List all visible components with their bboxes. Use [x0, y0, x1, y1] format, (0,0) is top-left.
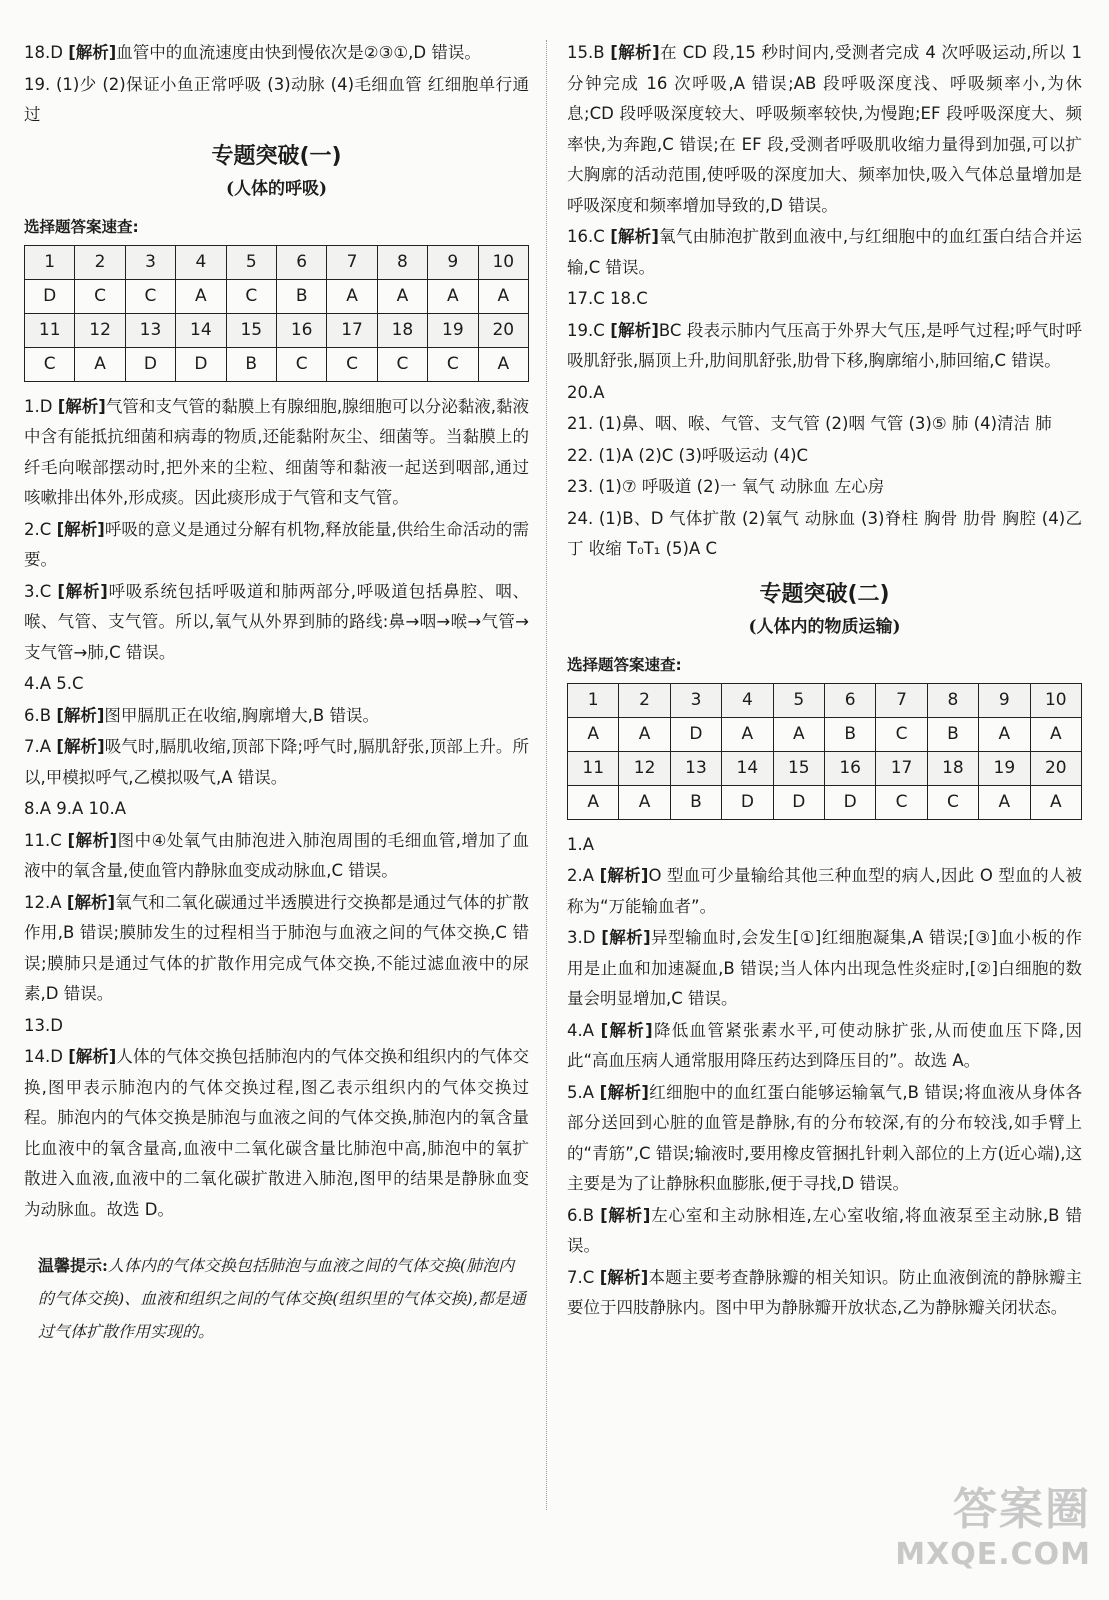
answer-number: 1.A [567, 834, 595, 854]
answer-number: 3.D [567, 928, 596, 947]
answer-number: 6.B [567, 1205, 595, 1225]
answer-cell: C [75, 279, 125, 313]
answer-cell: D [824, 785, 875, 819]
analysis-tag: [解析] [67, 830, 118, 850]
answer-cell: D [722, 785, 773, 819]
answer-item [567, 472, 1082, 503]
answer-number: 11.C [24, 830, 62, 850]
answer-number: 19.C [567, 320, 605, 340]
answer-item [24, 70, 529, 131]
answer-cell: A [428, 279, 478, 313]
analysis-tag: [解析] [600, 1020, 653, 1040]
answer-cell: A [568, 785, 619, 819]
question-number-cell: 4 [722, 683, 773, 717]
answer-item [24, 669, 529, 700]
answer-text: 左心室和主动脉相连,左心室收缩,将血液泵至主动脉,B 错误。 [567, 1205, 1082, 1255]
answer-number: 7.A [24, 737, 52, 756]
question-number-cell: 3 [125, 245, 175, 279]
answer-item [24, 701, 529, 732]
answer-item [24, 1042, 529, 1225]
answer-text: 图甲膈肌正在收缩,胸廓增大,B 错误。 [104, 705, 379, 725]
right-top-answers [567, 38, 1082, 565]
answer-text: (1)⑦ 呼吸道 (2)一 氧气 动脉血 左心房 [598, 477, 885, 496]
answer-cell: A [1030, 785, 1081, 819]
answer-cell: A [773, 717, 824, 751]
answer-cell: B [824, 717, 875, 751]
section1-quick-label: 选择题答案速查: [24, 217, 139, 236]
answer-cell: D [25, 279, 75, 313]
answer-item [567, 830, 1082, 861]
watermark-logo: 答案圈 [953, 1484, 1091, 1535]
answer-item [567, 409, 1082, 440]
answer-item [24, 392, 529, 514]
analysis-tag: [解析] [66, 892, 116, 912]
tip-box [38, 1249, 529, 1348]
answer-item [567, 316, 1082, 377]
answer-number: 7.C [567, 1267, 595, 1287]
section2-quick-label: 选择题答案速查: [567, 655, 682, 674]
answer-number: 22. [567, 445, 594, 465]
answer-number: 19. [24, 74, 51, 94]
question-number-cell: 10 [1030, 683, 1081, 717]
question-number-cell: 1 [568, 683, 619, 717]
answer-text: 氧气和二氧化碳通过半透膜进行交换都是通过气体的扩散作用,B 错误;膜肺发生的过程相当于肺泡与血液之间的气体交换,C 错误;膜肺只是通过气体的扩散作用完成气体交换,不能过滤血液中的尿素,D 错误。 [24, 892, 530, 1003]
answer-cell: D [176, 347, 226, 381]
analysis-tag: [解析] [57, 581, 108, 601]
answer-item [567, 222, 1082, 283]
column-divider [546, 40, 547, 1510]
question-number-cell: 18 [927, 751, 978, 785]
tip-label: 温馨提示: [38, 1256, 108, 1275]
question-number-cell: 9 [979, 683, 1030, 717]
answer-text: 本题主要考查静脉瓣的相关知识。防止血液倒流的静脉瓣主要位于四肢静脉内。图中甲为静脉瓣开放状态,乙为静脉瓣关闭状态。 [567, 1267, 1082, 1317]
answer-text: 降低血管紧张素水平,可使动脉扩张,从而使血压下降,因此“高血压病人通常服用降压药达到降压目的”。故选 A。 [567, 1020, 1082, 1070]
analysis-tag: [解析] [599, 866, 649, 885]
question-number-cell: 8 [377, 245, 427, 279]
watermark [895, 1473, 1091, 1572]
answer-number: 18.D [24, 43, 63, 62]
left-column [24, 38, 529, 1348]
question-number-cell: 12 [75, 313, 125, 347]
answer-cell: A [176, 279, 226, 313]
answer-number: 23. [567, 477, 594, 496]
answer-text: (1)A (2)C (3)呼吸运动 (4)C [598, 445, 809, 465]
answer-item [567, 1016, 1082, 1077]
answer-text: 18.C [610, 289, 648, 308]
answer-item [567, 1201, 1082, 1262]
answer-number: 17.C [567, 289, 605, 308]
question-number-cell: 13 [670, 751, 721, 785]
question-number-cell: 16 [824, 751, 875, 785]
answer-cell: D [125, 347, 175, 381]
answer-cell: A [478, 279, 528, 313]
answer-item [24, 38, 529, 69]
analysis-tag: [解析] [57, 396, 106, 416]
section1-subtitle: (人体的呼吸) [225, 178, 328, 199]
answer-text: 图中④处氧气由肺泡进入肺泡周围的毛细血管,增加了血液中的氧含量,使血管内静脉血变成动脉血,C 错误。 [24, 830, 529, 880]
answer-item [567, 1078, 1082, 1200]
question-number-cell: 11 [568, 751, 619, 785]
section1-answer-table [24, 245, 529, 382]
question-number-row [568, 683, 1082, 717]
answer-cell: A [619, 717, 670, 751]
analysis-tag: [解析] [610, 43, 660, 62]
right-column [567, 38, 1082, 1325]
answer-text: (1)B、D 气体扩散 (2)氧气 动脉血 (3)脊柱 胸骨 肋骨 胸腔 (4)乙 丁 收缩 T₀T₁ (5)A C [567, 508, 1082, 558]
answer-cell: A [377, 279, 427, 313]
answer-cell: D [773, 785, 824, 819]
question-number-row [25, 313, 529, 347]
analysis-tag: [解析] [56, 519, 105, 539]
analysis-tag: [解析] [610, 320, 659, 340]
question-number-cell: 16 [276, 313, 326, 347]
question-number-cell: 17 [876, 751, 927, 785]
answer-item [24, 794, 529, 825]
left-top-answers [24, 38, 529, 131]
answer-number: 8.A [24, 799, 52, 818]
section1-title: 专题突破(一) [211, 143, 342, 169]
question-number-cell: 15 [226, 313, 276, 347]
left-answer-list [24, 392, 529, 1226]
answer-cell: B [670, 785, 721, 819]
answer-text: 呼吸的意义是通过分解有机物,释放能量,供给生命活动的需要。 [24, 519, 529, 569]
answer-row [568, 717, 1082, 751]
analysis-tag: [解析] [601, 928, 651, 947]
answer-row [25, 347, 529, 381]
answer-cell: D [670, 717, 721, 751]
answer-item [24, 826, 529, 887]
analysis-tag: [解析] [599, 1082, 649, 1102]
answer-cell: C [927, 785, 978, 819]
section2-subtitle: (人体内的物质运输) [748, 616, 901, 637]
answer-text: 在 CD 段,15 秒时间内,受测者完成 4 次呼吸运动,所以 1 分钟完成 16 次呼吸,A 错误;AB 段呼吸深度浅、呼吸频率小,为休息;CD 段呼吸深度较大、呼吸频率较快,为慢跑;EF 段呼吸深度大、频率快,为奔跑,C 错误;在 EF 段,受测者呼吸肌收缩力量得到加强,可以扩大胸廓的活动范围,使呼吸的深度加大、频率加快,吸入气体总量增加是呼吸深度和频率增加导致的,D 错误。 [567, 43, 1082, 215]
analysis-tag: [解析] [56, 705, 105, 725]
section2-title: 专题突破(二) [759, 581, 890, 607]
answer-number: 13.D [24, 1015, 63, 1035]
question-number-cell: 13 [125, 313, 175, 347]
question-number-cell: 10 [478, 245, 528, 279]
answer-cell: C [125, 279, 175, 313]
answer-item [567, 504, 1082, 565]
answer-item [24, 577, 529, 669]
analysis-tag: [解析] [68, 43, 117, 62]
answer-cell: C [876, 717, 927, 751]
question-number-cell: 7 [876, 683, 927, 717]
answer-item [567, 284, 1082, 315]
tip-text: 人体内的气体交换包括肺泡与血液之间的气体交换(肺泡内的气体交换)、血液和组织之间的气体交换(组织里的气体交换),都是通过气体扩散作用实现的。 [38, 1256, 526, 1341]
answer-text: 人体的气体交换包括肺泡内的气体交换和组织内的气体交换,图甲表示肺泡内的气体交换过程,图乙表示组织内的气体交换过程。肺泡内的气体交换是肺泡与血液之间的气体交换,肺泡内的氧含量比血液中的氧含量高,血液中二氧化碳含量比肺泡中高,肺泡中的氧扩散进入血液,血液中的二氧化碳扩散进入肺泡,图甲的结果是静脉血变为动脉血。故选 D。 [24, 1047, 530, 1219]
answer-text: 9.A 10.A [56, 799, 127, 818]
answer-text: 异型输血时,会发生[①]红细胞凝集,A 错误;[③]血小板的作用是止血和加速凝血,B 错误;当人体内出现急性炎症时,[②]白细胞的数量会明显增加,C 错误。 [567, 928, 1082, 1008]
answer-item [567, 38, 1082, 221]
question-number-cell: 7 [327, 245, 377, 279]
right-answer-list [567, 830, 1082, 1324]
answer-row [568, 785, 1082, 819]
answer-number: 4.A [567, 1020, 595, 1040]
answer-cell: C [25, 347, 75, 381]
answer-number: 16.C [567, 227, 605, 246]
answer-cell: A [568, 717, 619, 751]
answer-text: O 型血可少量输给其他三种血型的病人,因此 O 型血的人被称为“万能输血者”。 [567, 866, 1082, 916]
question-number-cell: 5 [773, 683, 824, 717]
answer-number: 24. [567, 508, 594, 528]
answer-item [567, 1263, 1082, 1324]
answer-item [567, 923, 1082, 1015]
answer-cell: A [75, 347, 125, 381]
answer-item [567, 861, 1082, 922]
analysis-tag: [解析] [599, 1267, 649, 1287]
answer-number: 6.B [24, 705, 52, 725]
answer-text: (1)少 (2)保证小鱼正常呼吸 (3)动脉 (4)毛细血管 红细胞单行通过 [24, 74, 530, 124]
answer-row [25, 279, 529, 313]
answer-text: 氧气由肺泡扩散到血液中,与红细胞中的血红蛋白结合并运输,C 错误。 [567, 227, 1082, 277]
answer-number: 15.B [567, 43, 605, 62]
question-number-row [568, 751, 1082, 785]
answer-number: 3.C [24, 581, 52, 601]
question-number-cell: 2 [75, 245, 125, 279]
answer-cell: A [327, 279, 377, 313]
answer-cell: B [276, 279, 326, 313]
question-number-cell: 18 [377, 313, 427, 347]
question-number-cell: 5 [226, 245, 276, 279]
question-number-cell: 6 [276, 245, 326, 279]
answer-text: BC 段表示肺内气压高于外界大气压,是呼气过程;呼气时呼吸肌舒张,膈顶上升,肋间肌舒张,肋骨下移,胸廓缩小,肺回缩,C 错误。 [567, 320, 1082, 370]
question-number-cell: 1 [25, 245, 75, 279]
answer-item [24, 732, 529, 793]
answer-cell: A [619, 785, 670, 819]
answer-cell: A [478, 347, 528, 381]
analysis-tag: [解析] [56, 737, 105, 756]
question-number-cell: 19 [428, 313, 478, 347]
answer-number: 2.A [567, 866, 595, 885]
answer-cell: A [1030, 717, 1081, 751]
watermark-url: MXQE.COM [895, 1537, 1091, 1572]
question-number-cell: 20 [1030, 751, 1081, 785]
question-number-cell: 17 [327, 313, 377, 347]
answer-cell: B [226, 347, 276, 381]
answer-cell: A [979, 717, 1030, 751]
answer-item [567, 378, 1082, 409]
answer-cell: A [979, 785, 1030, 819]
answer-text: 5.C [56, 674, 84, 693]
answer-text: 呼吸系统包括呼吸道和肺两部分,呼吸道包括鼻腔、咽、喉、气管、支气管。所以,氧气从外界到肺的路线:鼻→咽→喉→气管→支气管→肺,C 错误。 [24, 581, 529, 662]
section2-answer-table [567, 683, 1082, 820]
question-number-cell: 20 [478, 313, 528, 347]
answer-item [567, 441, 1082, 472]
question-number-cell: 19 [979, 751, 1030, 785]
answer-item [24, 515, 529, 576]
answer-number: 1.D [24, 396, 53, 416]
answer-item [24, 888, 529, 1010]
answer-text: 气管和支气管的黏膜上有腺细胞,腺细胞可以分泌黏液,黏液中含有能抵抗细菌和病毒的物质,还能黏附灰尘、细菌等。当黏膜上的纤毛向喉部摆动时,把外来的尘粒、细菌等和黏液一起送到咽部,通过咳嗽排出体外,形成痰。因此痰形成于气管和支气管。 [24, 396, 529, 507]
question-number-cell: 8 [927, 683, 978, 717]
question-number-cell: 4 [176, 245, 226, 279]
question-number-cell: 11 [25, 313, 75, 347]
question-number-row [25, 245, 529, 279]
answer-cell: C [377, 347, 427, 381]
answer-text: (1)鼻、咽、喉、气管、支气管 (2)咽 气管 (3)⑤ 肺 (4)清洁 肺 [598, 414, 1052, 433]
answer-number: 21. [567, 414, 594, 433]
analysis-tag: [解析] [600, 1205, 651, 1225]
answer-cell: C [876, 785, 927, 819]
answer-cell: B [927, 717, 978, 751]
analysis-tag: [解析] [68, 1047, 117, 1066]
question-number-cell: 15 [773, 751, 824, 785]
analysis-tag: [解析] [610, 227, 659, 246]
question-number-cell: 14 [176, 313, 226, 347]
answer-number: 20.A [567, 382, 605, 402]
answer-cell: C [226, 279, 276, 313]
answer-number: 5.A [567, 1082, 595, 1102]
answer-item [24, 1011, 529, 1042]
answer-text: 吸气时,膈肌收缩,顶部下降;呼气时,膈肌舒张,顶部上升。所以,甲模拟呼气,乙模拟吸气,A 错误。 [24, 737, 529, 787]
answer-number: 14.D [24, 1047, 63, 1066]
question-number-cell: 12 [619, 751, 670, 785]
answer-text: 血管中的血流速度由快到慢依次是②③①,D 错误。 [116, 43, 481, 62]
answer-number: 2.C [24, 519, 52, 539]
answer-cell: C [327, 347, 377, 381]
answer-text: 红细胞中的血红蛋白能够运输氧气,B 错误;将血液从身体各部分送回到心脏的血管是静脉,有的分布较深,有的分布较浅,如手臂上的“青筋”,C 错误;输液时,要用橡皮管捆扎针刺入部位的上方(近心端),这主要是为了让静脉积血膨胀,便于寻找,D 错误。 [567, 1082, 1082, 1193]
question-number-cell: 14 [722, 751, 773, 785]
answer-number: 12.A [24, 892, 62, 912]
question-number-cell: 3 [670, 683, 721, 717]
question-number-cell: 2 [619, 683, 670, 717]
question-number-cell: 9 [428, 245, 478, 279]
answer-cell: C [276, 347, 326, 381]
answer-cell: C [428, 347, 478, 381]
answer-number: 4.A [24, 674, 52, 693]
question-number-cell: 6 [824, 683, 875, 717]
answer-cell: A [722, 717, 773, 751]
